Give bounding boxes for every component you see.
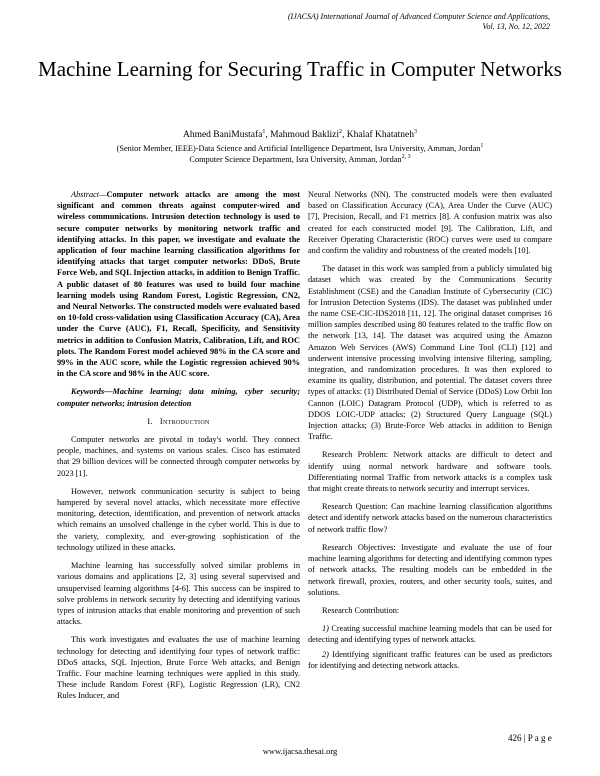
left-column: [57, 189, 300, 709]
contribution-text: Creating successful machine learning models that can be used for detecting and identifying types of network attacks.: [308, 624, 552, 645]
contribution-item: [308, 649, 552, 671]
paragraph: This work investigates and evaluates the use of machine learning technology for detecting and identifying four types of network traffic: DDoS attacks, SQL Injection, Brute Force Web attacks, and Benign Traffic. Four machine learning techniques were applied in this study. These include Random Forest (RF), Logistic Regression (LR), CN2 Rules Inducer, and: [57, 635, 300, 701]
affiliation-line: (Senior Member, IEEE)-Data Science and Artificial Intelligence Department, Isra University, Amman, Jordan: [116, 144, 481, 153]
author-name: Mahmoud Baklizi: [270, 130, 340, 140]
author-name: Ahmed BaniMustafa: [182, 130, 263, 140]
paragraph: Computer networks are pivotal in today's world. They connect people, machines, and systems on various scales. Cisco has estimated that 29 billion devices will be connected through computer networks by 2023 [1].: [57, 435, 300, 478]
abstract: [57, 189, 300, 379]
contribution-item: [308, 623, 552, 645]
paragraph: Machine learning has successfully solved similar problems in various domains and applications [2, 3] using several supervised and unsupervised learning algorithms [4-6]. This success can be inspired to solve problems in network security by detecting and identifying various types of intrusion attacks that enable monitoring and prevention of such attacks.: [57, 561, 300, 627]
paragraph: Research Contribution:: [322, 605, 400, 615]
affiliation-sup: 2, 3: [401, 154, 411, 161]
abstract-lead: Abstract—: [71, 190, 107, 199]
affiliation-line: Computer Science Department, Isra University, Amman, Jordan: [189, 155, 402, 164]
keywords: Keywords—Machine learning; data mining, cyber security; computer networks; intrusion detection: [57, 387, 300, 408]
author-name: Khalaf Khatatneh: [346, 130, 415, 140]
footer-url[interactable]: www.ijacsa.thesai.org: [262, 746, 338, 756]
section-numeral: I.: [147, 416, 153, 426]
affiliation-sup: 1: [480, 143, 484, 150]
abstract-text: Computer network attacks are among the most significant and common threats against computer-wired and wireless communications. Intrusion detection technology is used to secure computer networks by monitoring network traffic and identifying attacks. In this paper, we investigate and evaluate the application of four machine learning classification algorithms for identifying attacks that target computer networks: DDoS, Brute Force Web, and SQL Injection attacks, in addition to Benign Traffic. A public dataset of 80 features was used to build four machine learning models using Random Forest, Logistic Regression, CN2, and Neural Networks. The constructed models were evaluated based on 10-fold cross-validation using Classification Accuracy (CA), Area under the Curve (AUC), F1, Recall, Specificity, and Sensitivity metrics in addition to Confusion Matrix, Calibration, Lift, and ROC plots. The Random Forest model achieved 98% in the CA score and 99% in the AUC score, while the Logistic regression achieved 90% in the CA score and 98% in the AUC score.: [57, 190, 300, 379]
author-sup: 3: [414, 128, 418, 135]
section-heading: [57, 416, 300, 427]
paragraph: Neural Networks (NN). The constructed models were then evaluated based on Classification Accuracy (CA), Area Under the Curve (AUC) [7], Precision, Recall, and F1 metrics [8]. A confusion matrix was also created for each constructed model [9]. The Calibration, Lift, and Receiver Operating Characteristic (ROC) curves were used to compare and confirm the validity and robustness of the created models [10].: [308, 190, 552, 256]
section-name: Introduction: [159, 416, 210, 426]
author-sup: 2: [339, 128, 343, 135]
paragraph: Research Question: Can machine learning classification algorithms detect and identify network attacks based on the numerous characteristics of network traffic flow?: [308, 502, 552, 534]
right-column: [308, 189, 552, 674]
paper-title: Machine Learning for Securing Traffic in Computer Networks: [38, 57, 562, 81]
author-sup: 1: [262, 128, 266, 135]
paragraph: The dataset in this work was sampled from a publicly simulated big dataset which was created by the Communications Security Establishment (CSE) and the Canadian Institute of Cybersecurity (CIC) for Intrusion Detection Systems (IDS). The dataset was published under the name CSE-CIC-IDS2018 [11, 12]. The original dataset comprises 16 million samples described using 80 features related to the traffic flow on the network [13, 14]. The dataset was acquired using the Amazon Amazon Web Services (AWS) Command Line Tool (CLI) [12] and underwent intensive processing involving intensive filtering, sampling, integration, and randomization procedures. It was then explored to examine its quality, distribution, and potential. The dataset covers three types of attacks: (1) Distributed Denial of Service (DDoS) Low Orbit Ion Cannon (LOIC) Datagram Protocol (UDP), which is referred to as DDOS LOIC-UDP attacks; (2) Structured Query Language (SQL) Injection attacks; (3) Brute-Force Web attacks in addition to Benign Traffic.: [308, 264, 552, 442]
contribution-number: 1): [322, 624, 329, 634]
paragraph: However, network communication security is subject to being hampered by several novel attacks, which necessitate more effective monitoring, detection, identification, and prevention of network attacks which remains an unsolved challenge in the cyber world. This is due to the variety, complexity, and ever-growing sophistication of the technology utilized in these attacks.: [57, 486, 300, 552]
journal-header-line2: Vol. 13, No. 12, 2022: [482, 22, 550, 31]
page-number: 426 | P a g e: [508, 733, 552, 743]
affiliations: [40, 143, 560, 165]
contribution-number: 2): [322, 649, 329, 659]
paragraph: Research Problem: Network attacks are difficult to detect and identify using normal network hardware and software tools. Differentiating normal Traffic from network attacks is a complex task that might create threats to network security and interrupt services.: [308, 450, 552, 494]
contribution-text: Identifying significant traffic features can be used as predictors for identifying and detecting network attacks.: [308, 649, 552, 670]
author-list: Ahmed BaniMustafa$^1$, Mahmoud Baklizi$^2$, Khalaf Khatatneh$^3$: [182, 128, 418, 140]
journal-header-line1: (IJACSA) International Journal of Advanced Computer Science and Applications,: [287, 12, 550, 21]
paragraph: Research Objectives: Investigate and evaluate the use of four machine learning algorithms for detecting and identifying common types of network attacks. The resulting models can be embedded in the network firewall, proxies, routers, and other security tools, suites, and solutions.: [308, 542, 552, 597]
journal-header: [230, 12, 550, 32]
